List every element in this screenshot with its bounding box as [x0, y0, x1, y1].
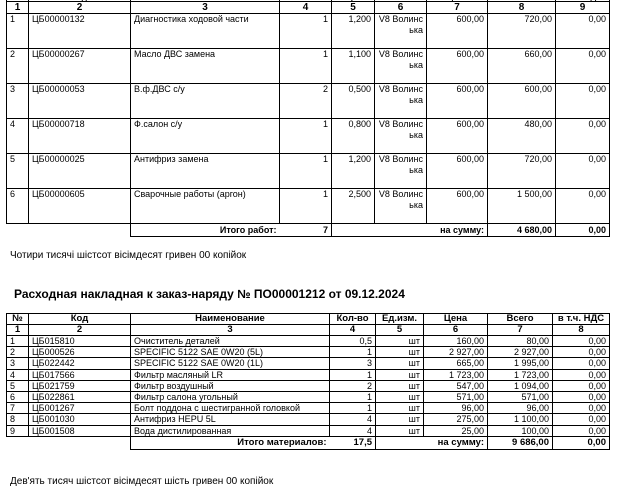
- row-unit: шт: [376, 391, 424, 402]
- col-number: 1: [7, 2, 29, 14]
- row-price: 275,00: [424, 414, 488, 425]
- row-total: 1 723,00: [488, 369, 553, 380]
- materials-row: [7, 403, 610, 414]
- col-number: 6: [375, 2, 427, 14]
- col-number: 8: [553, 325, 610, 336]
- row-price: 96,00: [424, 403, 488, 414]
- row-number: 2: [7, 347, 29, 358]
- materials-title: Расходная накладная к заказ-наряду № ПО00001212 от 09.12.2024: [14, 287, 405, 301]
- materials-table: [6, 313, 610, 450]
- row-code: ЦБ001508: [29, 425, 131, 436]
- materials-total-row: [7, 436, 610, 449]
- row-code: ЦБ00000132: [29, 14, 131, 49]
- row-vat: 0,00: [553, 336, 610, 347]
- row-total: 600,00: [488, 84, 556, 119]
- row-norm: 2,500: [332, 189, 375, 224]
- col-number: 5: [376, 325, 424, 336]
- row-vat: 0,00: [556, 154, 610, 189]
- row-total: 660,00: [488, 49, 556, 84]
- row-executor: V8 Волинська: [375, 14, 427, 49]
- materials-row: [7, 380, 610, 391]
- works-table: [6, 0, 610, 237]
- row-vat: 0,00: [556, 119, 610, 154]
- row-qty: 1: [280, 119, 332, 154]
- row-number: 2: [7, 49, 29, 84]
- row-total: 1 100,00: [488, 414, 553, 425]
- row-price: 2 927,00: [424, 347, 488, 358]
- row-name: SPECIFIC 5122 SAE 0W20 (5L): [131, 347, 330, 358]
- row-vat: 0,00: [553, 403, 610, 414]
- col-number: 8: [488, 2, 556, 14]
- works-row: [7, 49, 610, 84]
- row-total: 96,00: [488, 403, 553, 414]
- row-name: Ф.салон с/у: [131, 119, 280, 154]
- row-price: 571,00: [424, 391, 488, 402]
- row-executor: V8 Волинська: [375, 154, 427, 189]
- row-total: 1 995,00: [488, 358, 553, 369]
- row-price: 600,00: [427, 14, 488, 49]
- header-cell: Кол-во: [330, 314, 376, 325]
- row-name: Антифриз замена: [131, 154, 280, 189]
- row-qty: 1: [330, 391, 376, 402]
- row-total: 100,00: [488, 425, 553, 436]
- works-total-label: Итого работ:: [131, 224, 280, 237]
- row-total: 80,00: [488, 336, 553, 347]
- row-code: ЦБ00000025: [29, 154, 131, 189]
- row-price: 600,00: [427, 49, 488, 84]
- row-unit: шт: [376, 425, 424, 436]
- row-code: ЦБ00000053: [29, 84, 131, 119]
- row-qty: 4: [330, 414, 376, 425]
- materials-total-vat: 0,00: [553, 436, 610, 449]
- row-executor: V8 Волинська: [375, 189, 427, 224]
- row-vat: 0,00: [553, 414, 610, 425]
- works-row: [7, 189, 610, 224]
- row-norm: 0,800: [332, 119, 375, 154]
- row-vat: 0,00: [556, 49, 610, 84]
- col-number: 7: [427, 2, 488, 14]
- materials-row: [7, 347, 610, 358]
- row-name: Болт поддона с шестигранной головкой: [131, 403, 330, 414]
- row-executor: V8 Волинська: [375, 84, 427, 119]
- row-vat: 0,00: [556, 189, 610, 224]
- row-qty: 3: [330, 358, 376, 369]
- row-number: 3: [7, 84, 29, 119]
- row-code: ЦБ001030: [29, 414, 131, 425]
- row-total: 1 500,00: [488, 189, 556, 224]
- row-qty: 2: [330, 380, 376, 391]
- row-qty: 2: [280, 84, 332, 119]
- works-row: [7, 154, 610, 189]
- row-qty: 4: [330, 425, 376, 436]
- row-number: 8: [7, 414, 29, 425]
- row-total: 720,00: [488, 14, 556, 49]
- materials-header-row: [7, 314, 610, 325]
- row-name: Диагностика ходовой части: [131, 14, 280, 49]
- row-name: В.ф.ДВС с/у: [131, 84, 280, 119]
- blank-cell: [29, 436, 131, 449]
- materials-row: [7, 414, 610, 425]
- row-number: 5: [7, 154, 29, 189]
- materials-total-qty: 17,5: [330, 436, 376, 449]
- row-qty: 1: [280, 14, 332, 49]
- row-qty: 1: [330, 403, 376, 414]
- row-vat: 0,00: [553, 358, 610, 369]
- row-name: Фильтр салона угольный: [131, 391, 330, 402]
- row-number: 4: [7, 369, 29, 380]
- materials-row: [7, 369, 610, 380]
- works-amount-in-words: Чотири тисячі шістсот вісімдесят гривен 00 копійок: [10, 250, 247, 261]
- row-total: 571,00: [488, 391, 553, 402]
- works-row: [7, 119, 610, 154]
- row-norm: 1,200: [332, 154, 375, 189]
- materials-row: [7, 336, 610, 347]
- row-code: ЦБ000526: [29, 347, 131, 358]
- row-norm: 1,100: [332, 49, 375, 84]
- col-number: 2: [29, 325, 131, 336]
- row-name: Очиститель деталей: [131, 336, 330, 347]
- row-executor: V8 Волинська: [375, 49, 427, 84]
- row-unit: шт: [376, 403, 424, 414]
- row-price: 1 723,00: [424, 369, 488, 380]
- header-cell: Всего: [488, 314, 553, 325]
- works-row: [7, 14, 610, 49]
- row-number: 1: [7, 336, 29, 347]
- row-price: 25,00: [424, 425, 488, 436]
- works-total-sum: 4 680,00: [488, 224, 556, 237]
- works-row: [7, 84, 610, 119]
- materials-sum-label: на сумму:: [376, 436, 488, 449]
- blank-cell: [7, 436, 29, 449]
- row-price: 600,00: [427, 189, 488, 224]
- row-number: 3: [7, 358, 29, 369]
- col-number: 7: [488, 325, 553, 336]
- col-number: 6: [424, 325, 488, 336]
- row-qty: 1: [330, 347, 376, 358]
- blank-cell: [7, 224, 29, 237]
- row-executor: V8 Волинська: [375, 119, 427, 154]
- row-price: 600,00: [427, 84, 488, 119]
- row-total: 480,00: [488, 119, 556, 154]
- row-code: ЦБ001267: [29, 403, 131, 414]
- row-unit: шт: [376, 369, 424, 380]
- row-number: 9: [7, 425, 29, 436]
- row-qty: 0,5: [330, 336, 376, 347]
- row-number: 4: [7, 119, 29, 154]
- row-qty: 1: [280, 189, 332, 224]
- header-cell: Наименование: [131, 314, 330, 325]
- row-code: ЦБ015810: [29, 336, 131, 347]
- header-cell: Код: [29, 314, 131, 325]
- materials-total-label: Итого материалов:: [131, 436, 330, 449]
- works-sum-label: на сумму:: [332, 224, 488, 237]
- row-vat: 0,00: [553, 425, 610, 436]
- row-code: ЦБ017566: [29, 369, 131, 380]
- works-column-numbers: [7, 2, 610, 14]
- row-name: Фильтр масляный LR: [131, 369, 330, 380]
- row-total: 1 094,00: [488, 380, 553, 391]
- row-number: 5: [7, 380, 29, 391]
- row-price: 665,00: [424, 358, 488, 369]
- row-qty: 1: [280, 49, 332, 84]
- header-cell: Ед.изм.: [376, 314, 424, 325]
- row-vat: 0,00: [556, 84, 610, 119]
- row-name: SPECIFIC 5122 SAE 0W20 (1L): [131, 358, 330, 369]
- header-cell: в т.ч. НДС: [553, 314, 610, 325]
- row-total: 2 927,00: [488, 347, 553, 358]
- row-total: 720,00: [488, 154, 556, 189]
- col-number: 2: [29, 2, 131, 14]
- materials-amount-in-words: Дев'ять тисяч шістсот вісімдесят шість гривен 00 копійок: [10, 476, 274, 487]
- materials-row: [7, 391, 610, 402]
- row-price: 600,00: [427, 154, 488, 189]
- materials-total-sum: 9 686,00: [488, 436, 553, 449]
- row-unit: шт: [376, 414, 424, 425]
- works-total-vat: 0,00: [556, 224, 610, 237]
- row-vat: 0,00: [553, 369, 610, 380]
- materials-row: [7, 358, 610, 369]
- row-name: Масло ДВС замена: [131, 49, 280, 84]
- row-name: Вода дистилированная: [131, 425, 330, 436]
- row-number: 7: [7, 403, 29, 414]
- row-number: 6: [7, 189, 29, 224]
- works-total-qty: 7: [280, 224, 332, 237]
- col-number: 5: [332, 2, 375, 14]
- row-qty: 1: [280, 154, 332, 189]
- row-name: Антифриз HEPU 5L: [131, 414, 330, 425]
- materials-column-numbers: [7, 325, 610, 336]
- header-cell: №: [7, 314, 29, 325]
- row-vat: 0,00: [553, 391, 610, 402]
- row-price: 600,00: [427, 119, 488, 154]
- row-price: 160,00: [424, 336, 488, 347]
- row-norm: 1,200: [332, 14, 375, 49]
- row-unit: шт: [376, 347, 424, 358]
- row-unit: шт: [376, 358, 424, 369]
- row-number: 1: [7, 14, 29, 49]
- col-number: 9: [556, 2, 610, 14]
- row-qty: 1: [330, 369, 376, 380]
- col-number: 3: [131, 2, 280, 14]
- row-name: Сварочные работы (аргон): [131, 189, 280, 224]
- materials-row: [7, 425, 610, 436]
- col-number: 1: [7, 325, 29, 336]
- row-code: ЦБ022861: [29, 391, 131, 402]
- row-unit: шт: [376, 380, 424, 391]
- row-unit: шт: [376, 336, 424, 347]
- row-vat: 0,00: [553, 380, 610, 391]
- header-cell: Цена: [424, 314, 488, 325]
- col-number: 4: [280, 2, 332, 14]
- row-vat: 0,00: [556, 14, 610, 49]
- row-vat: 0,00: [553, 347, 610, 358]
- blank-cell: [29, 224, 131, 237]
- row-price: 547,00: [424, 380, 488, 391]
- row-code: ЦБ021759: [29, 380, 131, 391]
- row-code: ЦБ00000267: [29, 49, 131, 84]
- row-code: ЦБ022442: [29, 358, 131, 369]
- row-code: ЦБ00000605: [29, 189, 131, 224]
- row-norm: 0,500: [332, 84, 375, 119]
- works-total-row: [7, 224, 610, 237]
- col-number: 3: [131, 325, 330, 336]
- row-number: 6: [7, 391, 29, 402]
- row-name: Фильтр воздушный: [131, 380, 330, 391]
- col-number: 4: [330, 325, 376, 336]
- row-code: ЦБ00000718: [29, 119, 131, 154]
